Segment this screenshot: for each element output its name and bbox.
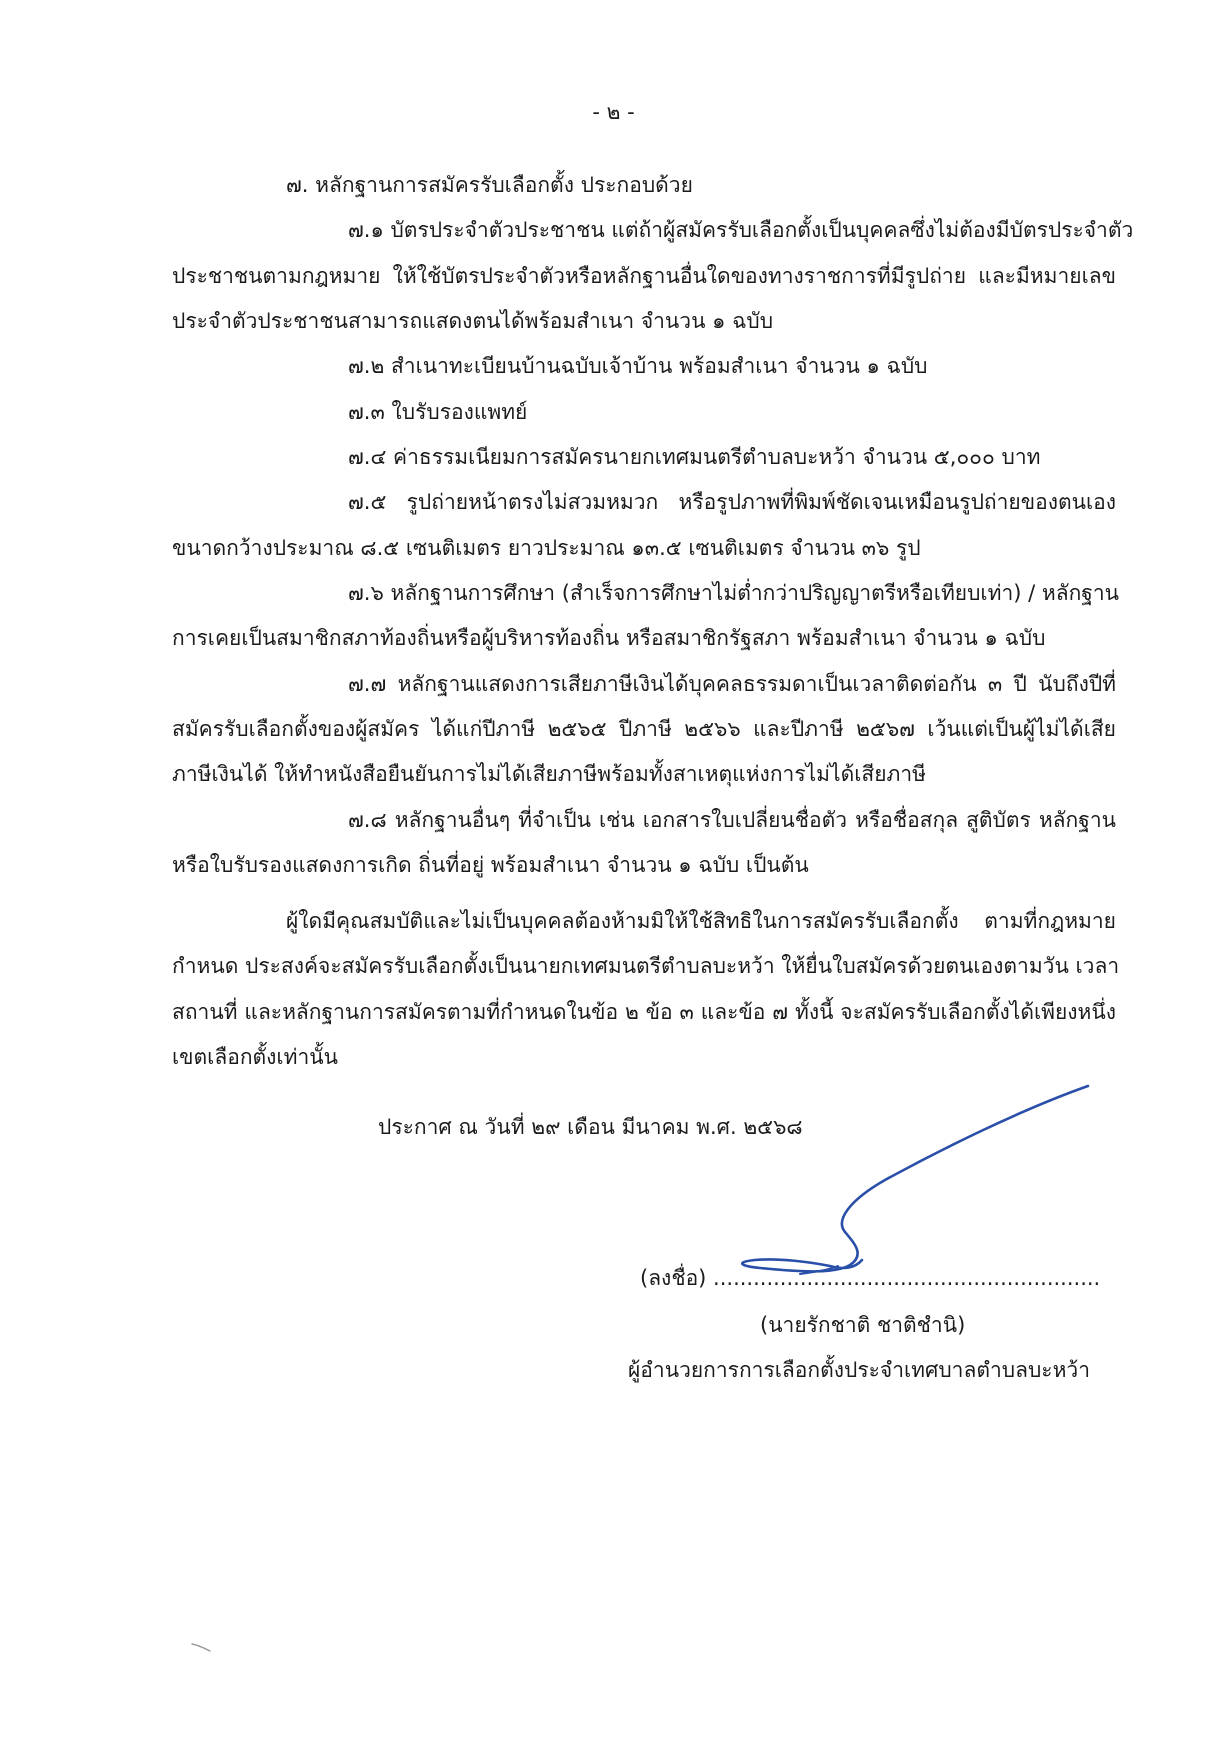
- item-7-5-line-2: ขนาดกว้างประมาณ ๘.๕ เซนติเมตร ยาวประมาณ ๑๓.๕ เซนติเมตร จำนวน ๓๖ รูป: [172, 536, 921, 560]
- signature-line: (ลงชื่อ) ..........................................................: [640, 1266, 1101, 1290]
- item-7-2: ๗.๒ สำเนาทะเบียนบ้านฉบับเจ้าบ้าน พร้อมสำเนา จำนวน ๑ ฉบับ: [348, 354, 928, 378]
- item-7-6-line-1: ๗.๖ หลักฐานการศึกษา (สำเร็จการศึกษาไม่ต่ำกว่าปริญญาตรีหรือเทียบเท่า) / หลักฐาน: [348, 581, 1120, 605]
- item-7-6-line-2: การเคยเป็นสมาชิกสภาท้องถิ่นหรือผู้บริหารท้องถิ่น หรือสมาชิกรัฐสภา พร้อมสำเนา จำนวน ๑ ฉบับ: [172, 626, 1046, 650]
- item-7-4: ๗.๔ ค่าธรรมเนียมการสมัครนายกเทศมนตรีตำบลบะหว้า จำนวน ๕,๐๐๐ บาท: [348, 445, 1041, 469]
- item-7-1-line-3: ประจำตัวประชาชนสามารถแสดงตนได้พร้อมสำเนา จำนวน ๑ ฉบับ: [172, 309, 774, 333]
- item-7-8-line-1: ๗.๘ หลักฐานอื่นๆ ที่จำเป็น เช่น เอกสารใบเปลี่ยนชื่อตัว หรือชื่อสกุล สูติบัตร หลักฐาน: [348, 808, 1116, 832]
- signatory-name: (นายรักชาติ ชาติชำนิ): [760, 1313, 966, 1337]
- page-number: - ๒ -: [592, 100, 635, 124]
- closing-paragraph-line-4: เขตเลือกตั้งเท่านั้น: [172, 1045, 338, 1069]
- item-7-7-line-3: ภาษีเงินได้ ให้ทำหนังสือยืนยันการไม่ได้เสียภาษีพร้อมทั้งสาเหตุแห่งการไม่ได้เสียภาษี: [172, 762, 926, 786]
- item-7-1-line-2: ประชาชนตามกฎหมาย ให้ใช้บัตรประจำตัวหรือหลักฐานอื่นใดของทางราชการที่มีรูปถ่าย และมีหมายเลข: [172, 264, 1116, 288]
- closing-paragraph-line-3: สถานที่ และหลักฐานการสมัครตามที่กำหนดในข้อ ๒ ข้อ ๓ และข้อ ๗ ทั้งนี้ จะสมัครรับเลือกตั้งได้เพียงหนึ่ง: [172, 1000, 1116, 1024]
- item-7-8-line-2: หรือใบรับรองแสดงการเกิด ถิ่นที่อยู่ พร้อมสำเนา จำนวน ๑ ฉบับ เป็นต้น: [172, 853, 809, 877]
- section-7-heading: ๗. หลักฐานการสมัครรับเลือกตั้ง ประกอบด้วย: [286, 173, 693, 197]
- signatory-position: ผู้อำนวยการการเลือกตั้งประจำเทศบาลตำบลบะหว้า: [628, 1358, 1090, 1382]
- item-7-7-line-2: สมัครรับเลือกตั้งของผู้สมัคร ได้แก่ปีภาษี ๒๕๖๕ ปีภาษี ๒๕๖๖ และปีภาษี ๒๕๖๗ เว้นแต่เป็นผู้ไม่ได้เสีย: [172, 717, 1116, 741]
- closing-paragraph-line-2: กำหนด ประสงค์จะสมัครรับเลือกตั้งเป็นนายกเทศมนตรีตำบลบะหว้า ให้ยื่นใบสมัครด้วยตนเองตามวัน เวลา: [172, 954, 1120, 978]
- item-7-7-line-1: ๗.๗ หลักฐานแสดงการเสียภาษีเงินได้บุคคลธรรมดาเป็นเวลาติดต่อกัน ๓ ปี นับถึงปีที่: [348, 672, 1116, 696]
- item-7-5-line-1: ๗.๕ รูปถ่ายหน้าตรงไม่สวมหมวก หรือรูปภาพที่พิมพ์ชัดเจนเหมือนรูปถ่ายของตนเอง: [348, 490, 1116, 514]
- closing-paragraph-line-1: ผู้ใดมีคุณสมบัติและไม่เป็นบุคคลต้องห้ามมิให้ใช้สิทธิในการสมัครรับเลือกตั้ง ตามที่กฎหมาย: [286, 909, 1116, 933]
- scan-speck-mark: [190, 1640, 214, 1654]
- item-7-1-line-1: ๗.๑ บัตรประจำตัวประชาชน แต่ถ้าผู้สมัครรับเลือกตั้งเป็นบุคคลซึ่งไม่ต้องมีบัตรประจำตัว: [348, 218, 1134, 242]
- item-7-3: ๗.๓ ใบรับรองแพทย์: [348, 400, 528, 424]
- announcement-date: ประกาศ ณ วันที่ ๒๙ เดือน มีนาคม พ.ศ. ๒๕๖๘: [378, 1115, 803, 1139]
